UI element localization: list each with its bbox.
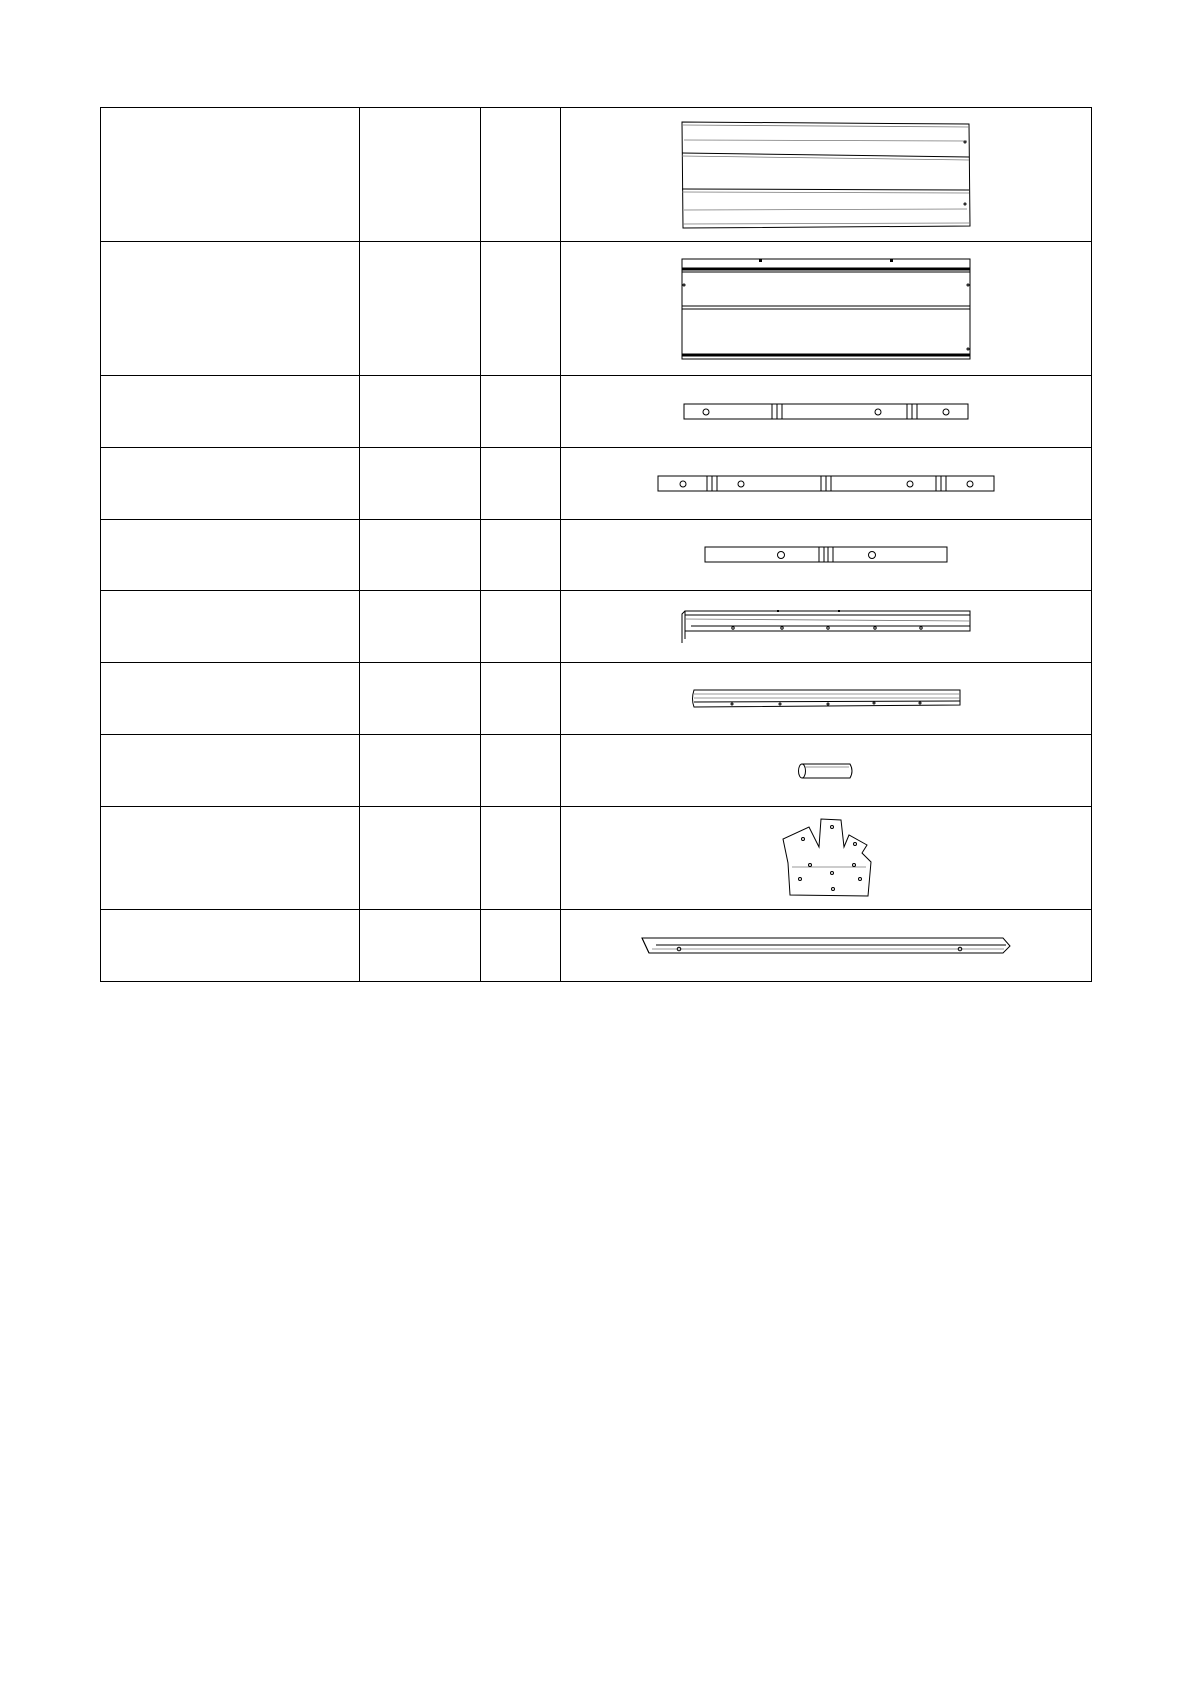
table-row (101, 242, 1092, 376)
table-row (101, 520, 1092, 591)
long-angle-bar-icon (640, 936, 1012, 956)
part-image-cell (561, 242, 1092, 376)
part-image-cell (561, 910, 1092, 982)
part-qty-cell (481, 108, 561, 242)
part-code-cell (360, 376, 481, 448)
part-qty-cell (481, 663, 561, 735)
part-code-cell (360, 591, 481, 663)
part-image-cell (561, 376, 1092, 448)
corrugated-panel-icon (681, 120, 971, 230)
part-name-cell (101, 663, 360, 735)
pin-icon (797, 762, 855, 780)
part-qty-cell (481, 807, 561, 910)
part-code-cell (360, 663, 481, 735)
part-qty-cell (481, 735, 561, 807)
medium-drilled-bar-icon (704, 546, 948, 564)
part-qty-cell (481, 520, 561, 591)
part-qty-cell (481, 591, 561, 663)
part-name-cell (101, 591, 360, 663)
table-row (101, 591, 1092, 663)
tube-rail-icon (690, 687, 962, 711)
gusset-plate-icon (778, 817, 874, 899)
part-qty-cell (481, 910, 561, 982)
part-name-cell (101, 910, 360, 982)
part-image-cell (561, 663, 1092, 735)
table-row (101, 735, 1092, 807)
part-code-cell (360, 108, 481, 242)
ribbed-panel-icon (681, 257, 971, 361)
table-row (101, 910, 1092, 982)
part-image-cell (561, 591, 1092, 663)
part-image-cell (561, 108, 1092, 242)
table-row (101, 376, 1092, 448)
part-image-cell (561, 807, 1092, 910)
part-qty-cell (481, 376, 561, 448)
table-row (101, 663, 1092, 735)
table-row (101, 448, 1092, 520)
part-code-cell (360, 448, 481, 520)
part-code-cell (360, 807, 481, 910)
part-qty-cell (481, 242, 561, 376)
part-name-cell (101, 735, 360, 807)
part-name-cell (101, 448, 360, 520)
part-name-cell (101, 108, 360, 242)
table-row (101, 807, 1092, 910)
part-name-cell (101, 242, 360, 376)
part-code-cell (360, 735, 481, 807)
table-row (101, 108, 1092, 242)
angle-rail-icon (681, 609, 971, 645)
part-code-cell (360, 910, 481, 982)
part-name-cell (101, 807, 360, 910)
part-image-cell (561, 520, 1092, 591)
long-drilled-bar-icon (657, 475, 995, 493)
part-name-cell (101, 520, 360, 591)
parts-list-table (100, 107, 1092, 982)
part-code-cell (360, 242, 481, 376)
part-name-cell (101, 376, 360, 448)
part-image-cell (561, 735, 1092, 807)
part-image-cell (561, 448, 1092, 520)
part-code-cell (360, 520, 481, 591)
part-qty-cell (481, 448, 561, 520)
short-drilled-bar-icon (683, 403, 969, 421)
